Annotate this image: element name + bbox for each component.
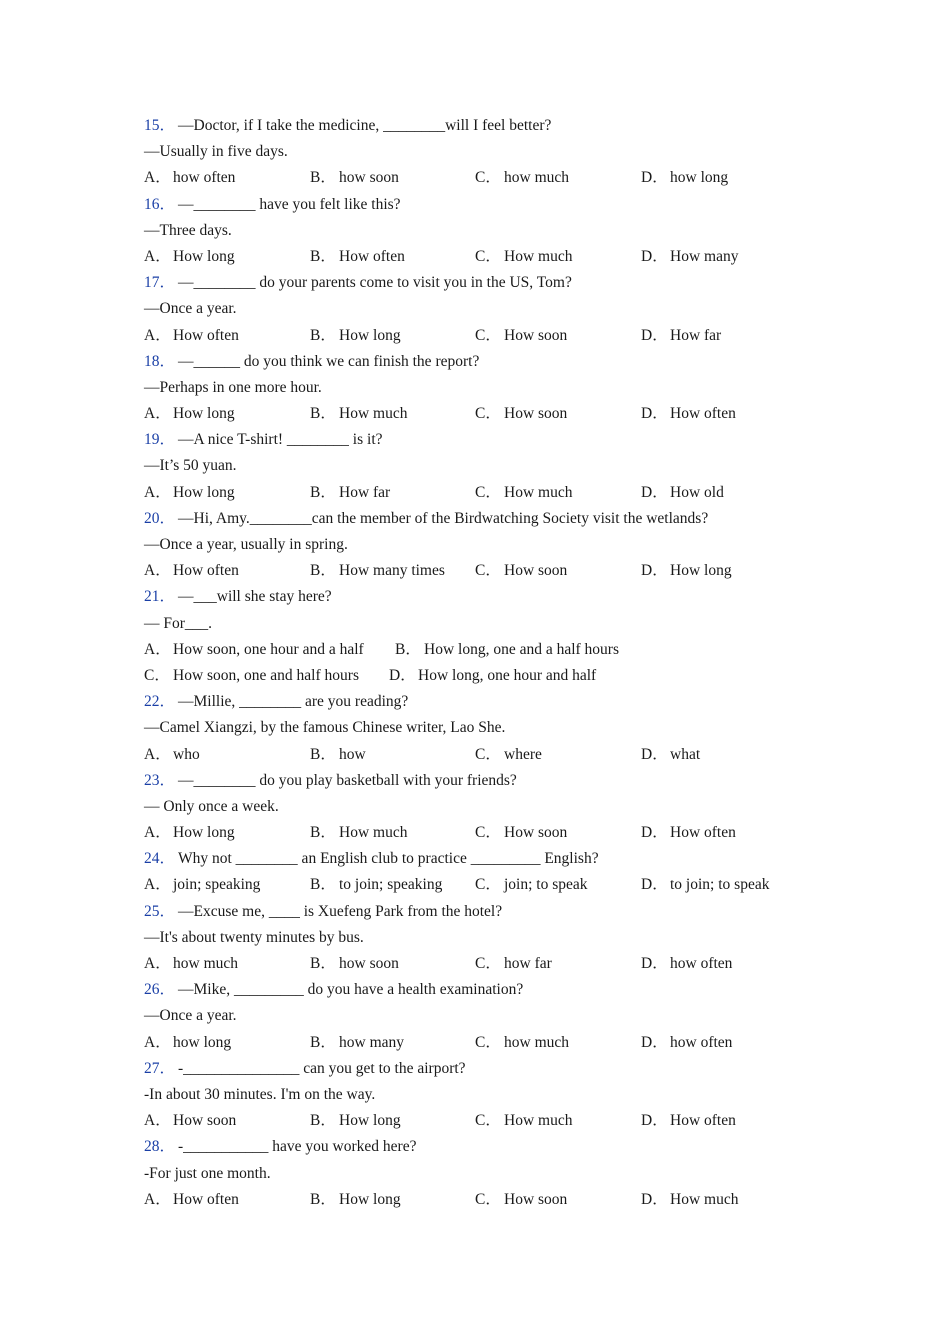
- option-letter: D．: [641, 824, 668, 842]
- option-c[interactable]: [475, 480, 572, 506]
- option-letter: A．: [144, 169, 171, 187]
- question-list: [144, 113, 844, 1213]
- option-letter: B．: [310, 247, 336, 265]
- option-text: How long, one and a half hours: [424, 640, 619, 658]
- option-letter: C．: [475, 1112, 501, 1130]
- option-text: How much: [339, 405, 408, 423]
- question-text: —Mike, _________ do you have a health examination?: [178, 981, 524, 999]
- option-text: join; speaking: [173, 876, 261, 894]
- option-d[interactable]: [641, 1030, 732, 1056]
- option-row: [144, 872, 844, 898]
- option-text: How many times: [339, 562, 445, 580]
- question-answer: —Usually in five days.: [144, 143, 288, 161]
- question-text: —Millie, ________ are you reading?: [178, 693, 409, 711]
- question-number: 15．: [144, 117, 176, 134]
- question-number: 17．: [144, 274, 176, 292]
- option-a[interactable]: [144, 1187, 239, 1213]
- option-text: How often: [339, 247, 405, 265]
- question-answer: —Three days.: [144, 221, 232, 239]
- option-letter: C．: [475, 876, 501, 894]
- option-row: [144, 742, 844, 768]
- option-letter: D．: [389, 666, 416, 684]
- question-stem: [144, 349, 844, 375]
- option-letter: B．: [310, 876, 336, 894]
- option-text: How far: [670, 326, 722, 344]
- option-c[interactable]: [475, 323, 567, 349]
- option-text: How often: [670, 1112, 736, 1130]
- option-text: How soon, one hour and a half: [173, 640, 364, 658]
- option-letter: D．: [641, 955, 668, 972]
- option-b[interactable]: [310, 1108, 401, 1134]
- question-text: —________ do your parents come to visit you in the US, Tom?: [178, 274, 572, 292]
- option-b[interactable]: [310, 1187, 401, 1213]
- question-number: 26．: [144, 981, 176, 999]
- question-text: Why not ________ an English club to practice _________ English?: [178, 850, 599, 868]
- question-stem: [144, 584, 844, 610]
- option-letter: A．: [144, 1112, 171, 1130]
- option-letter: A．: [144, 1033, 171, 1051]
- option-letter: A．: [144, 483, 171, 501]
- option-letter: B．: [310, 955, 336, 972]
- option-b[interactable]: [310, 165, 399, 191]
- option-letter: D．: [641, 247, 668, 265]
- option-b[interactable]: [310, 1030, 404, 1056]
- option-c[interactable]: [475, 1030, 569, 1056]
- option-a[interactable]: [144, 820, 235, 846]
- option-text: How often: [173, 326, 239, 344]
- question-number: 24．: [144, 850, 176, 868]
- option-text: How long: [339, 326, 401, 344]
- option-d[interactable]: [641, 244, 738, 270]
- option-letter: D．: [641, 1190, 668, 1208]
- option-letter: D．: [641, 876, 668, 894]
- question-text: —______ do you think we can finish the report?: [178, 352, 480, 370]
- option-letter: D．: [641, 483, 668, 501]
- option-text: to join; to speak: [670, 876, 770, 894]
- question-stem: [144, 768, 844, 794]
- option-text: How much: [504, 1112, 573, 1130]
- option-text: How soon: [173, 1112, 237, 1130]
- question-text: —Excuse me, ____ is Xuefeng Park from the hotel?: [178, 902, 503, 920]
- option-a[interactable]: [144, 1030, 231, 1056]
- option-text: how long: [173, 1033, 232, 1051]
- option-letter: B．: [310, 326, 336, 344]
- option-c[interactable]: [475, 872, 588, 898]
- option-a[interactable]: [144, 480, 235, 506]
- option-letter: B．: [310, 483, 336, 501]
- option-letter: D．: [641, 326, 668, 344]
- question-answer: —Camel Xiangzi, by the famous Chinese writer, Lao She.: [144, 719, 506, 737]
- question-number: 23．: [144, 771, 176, 789]
- option-b[interactable]: [310, 323, 401, 349]
- option-text: how: [339, 745, 366, 763]
- option-row: [144, 1108, 844, 1134]
- option-d[interactable]: [641, 480, 724, 506]
- option-d[interactable]: [641, 401, 736, 427]
- option-letter: A．: [144, 745, 171, 763]
- option-letter: B．: [310, 562, 336, 580]
- question-number: 25．: [144, 902, 176, 920]
- option-d[interactable]: [641, 742, 700, 768]
- question-stem: [144, 977, 844, 1003]
- question-answer: — Only once a week.: [144, 797, 279, 815]
- option-text: how often: [670, 1033, 733, 1051]
- option-c[interactable]: [475, 951, 552, 977]
- option-letter: A．: [144, 405, 171, 423]
- option-d[interactable]: [641, 558, 732, 584]
- option-text: how often: [173, 169, 236, 187]
- option-row: [144, 663, 844, 689]
- option-a[interactable]: [144, 637, 364, 663]
- question-text: -___________ have you worked here?: [178, 1138, 417, 1156]
- question-answer: —It's about twenty minutes by bus.: [144, 928, 364, 946]
- option-row: [144, 1030, 844, 1056]
- option-letter: A．: [144, 247, 171, 265]
- option-a[interactable]: [144, 558, 239, 584]
- option-text: How soon: [504, 562, 568, 580]
- option-text: how much: [173, 955, 239, 972]
- question-number: 19．: [144, 431, 176, 449]
- question-number: 21．: [144, 588, 176, 606]
- option-text: join; to speak: [504, 876, 588, 894]
- question-answer: —Once a year, usually in spring.: [144, 536, 348, 553]
- option-letter: B．: [310, 405, 336, 423]
- question-answer: — For___.: [144, 614, 213, 632]
- option-text: How soon: [504, 1190, 568, 1208]
- question-text: —Hi, Amy.________can the member of the Birdwatching Society visit the wetlands?: [178, 509, 709, 527]
- option-text: How often: [173, 1190, 239, 1208]
- option-b[interactable]: [310, 951, 399, 977]
- option-b[interactable]: [310, 401, 407, 427]
- option-d[interactable]: [641, 1108, 736, 1134]
- option-letter: C．: [475, 326, 501, 344]
- option-d[interactable]: [641, 323, 721, 349]
- question-stem: [144, 113, 844, 139]
- question-stem: [144, 1134, 844, 1160]
- option-c[interactable]: [144, 663, 359, 689]
- option-row: [144, 480, 844, 506]
- option-letter: A．: [144, 824, 171, 842]
- option-letter: B．: [310, 824, 336, 842]
- option-text: How old: [670, 483, 724, 501]
- option-text: How soon: [504, 405, 568, 423]
- option-c[interactable]: [475, 244, 572, 270]
- option-letter: B．: [310, 745, 336, 763]
- option-text: How long, one hour and half: [418, 666, 597, 684]
- option-b[interactable]: [395, 637, 619, 663]
- question-number: 28．: [144, 1138, 176, 1156]
- option-a[interactable]: [144, 1108, 236, 1134]
- option-a[interactable]: [144, 742, 200, 768]
- option-text: How often: [670, 405, 736, 423]
- question-stem: [144, 427, 844, 453]
- question-answer: —Once a year.: [144, 1007, 237, 1025]
- question-number: 20．: [144, 509, 176, 527]
- option-letter: C．: [475, 955, 501, 972]
- option-a[interactable]: [144, 401, 235, 427]
- question-stem: [144, 846, 844, 872]
- option-text: How far: [339, 483, 391, 501]
- question-stem: [144, 689, 844, 715]
- option-text: How many: [670, 247, 739, 265]
- option-text: How much: [339, 824, 408, 842]
- question-stem: [144, 270, 844, 296]
- option-text: who: [173, 745, 200, 763]
- question-answer: —Perhaps in one more hour.: [144, 378, 322, 396]
- option-letter: B．: [395, 640, 421, 658]
- option-d[interactable]: [641, 1187, 738, 1213]
- question-text: —Doctor, if I take the medicine, ________will I feel better?: [178, 117, 552, 134]
- option-text: to join; speaking: [339, 876, 443, 894]
- option-text: How much: [504, 247, 573, 265]
- option-row: [144, 637, 844, 663]
- option-row: [144, 951, 844, 977]
- option-c[interactable]: [475, 1187, 567, 1213]
- option-text: How soon: [504, 326, 568, 344]
- option-row: [144, 1187, 844, 1213]
- option-letter: D．: [641, 745, 668, 763]
- option-text: How long: [173, 824, 235, 842]
- option-c[interactable]: [475, 820, 567, 846]
- option-letter: D．: [641, 1033, 668, 1051]
- question-text: —________ have you felt like this?: [178, 195, 401, 213]
- option-text: How often: [173, 562, 239, 580]
- option-c[interactable]: [475, 401, 567, 427]
- question-text: —___will she stay here?: [178, 588, 332, 606]
- option-b[interactable]: [310, 820, 407, 846]
- option-text: How often: [670, 824, 736, 842]
- question-answer: —It’s 50 yuan.: [144, 457, 237, 475]
- option-text: How much: [670, 1190, 739, 1208]
- option-letter: B．: [310, 1033, 336, 1051]
- option-text: how long: [670, 169, 729, 187]
- option-a[interactable]: [144, 951, 238, 977]
- option-letter: C．: [475, 247, 501, 265]
- option-a[interactable]: [144, 165, 235, 191]
- option-d[interactable]: [641, 820, 736, 846]
- option-letter: C．: [475, 562, 501, 580]
- option-text: How long: [670, 562, 732, 580]
- question-stem: [144, 1056, 844, 1082]
- option-row: [144, 820, 844, 846]
- option-text: how far: [504, 955, 552, 972]
- option-text: How long: [339, 1112, 401, 1130]
- question-number: 27．: [144, 1059, 176, 1077]
- option-letter: C．: [475, 1033, 501, 1051]
- option-letter: C．: [144, 666, 170, 684]
- option-letter: A．: [144, 876, 171, 894]
- option-row: [144, 401, 844, 427]
- option-text: how soon: [339, 169, 399, 187]
- option-d[interactable]: [641, 872, 769, 898]
- option-text: How soon: [504, 824, 568, 842]
- option-text: how much: [504, 169, 570, 187]
- option-text: what: [670, 745, 701, 763]
- option-text: where: [504, 745, 542, 763]
- option-d[interactable]: [641, 165, 728, 191]
- option-letter: A．: [144, 562, 171, 580]
- question-answer: -In about 30 minutes. I'm on the way.: [144, 1085, 376, 1103]
- option-c[interactable]: [475, 742, 542, 768]
- option-d[interactable]: [389, 663, 596, 689]
- option-letter: B．: [310, 1190, 336, 1208]
- option-text: How soon, one and half hours: [173, 666, 359, 684]
- option-b[interactable]: [310, 872, 442, 898]
- option-text: how much: [504, 1033, 570, 1051]
- question-answer: —Once a year.: [144, 300, 237, 318]
- option-letter: B．: [310, 1112, 336, 1130]
- option-c[interactable]: [475, 165, 569, 191]
- option-text: How long: [173, 405, 235, 423]
- question-stem: [144, 192, 844, 218]
- option-d[interactable]: [641, 951, 732, 977]
- option-text: How much: [504, 483, 573, 501]
- option-letter: A．: [144, 955, 171, 972]
- option-row: [144, 323, 844, 349]
- option-letter: A．: [144, 326, 171, 344]
- option-text: How long: [173, 483, 235, 501]
- option-row: [144, 165, 844, 191]
- option-letter: B．: [310, 169, 336, 187]
- option-b[interactable]: [310, 480, 390, 506]
- option-row: [144, 558, 844, 584]
- option-letter: A．: [144, 1190, 171, 1208]
- option-letter: D．: [641, 405, 668, 423]
- option-letter: D．: [641, 562, 668, 580]
- option-text: how often: [670, 955, 733, 972]
- option-letter: C．: [475, 169, 501, 187]
- question-number: 18．: [144, 352, 176, 370]
- option-a[interactable]: [144, 244, 235, 270]
- option-b[interactable]: [310, 244, 405, 270]
- option-text: How long: [173, 247, 235, 265]
- option-letter: A．: [144, 640, 171, 658]
- option-b[interactable]: [310, 742, 366, 768]
- question-text: —A nice T-shirt! ________ is it?: [178, 431, 383, 449]
- option-letter: D．: [641, 169, 668, 187]
- option-row: [144, 244, 844, 270]
- question-number: 16．: [144, 195, 176, 213]
- question-stem: [144, 506, 844, 532]
- option-c[interactable]: [475, 1108, 572, 1134]
- option-letter: C．: [475, 745, 501, 763]
- option-letter: C．: [475, 405, 501, 423]
- question-text: —________ do you play basketball with your friends?: [178, 771, 517, 789]
- option-letter: C．: [475, 483, 501, 501]
- option-text: how many: [339, 1033, 405, 1051]
- question-number: 22．: [144, 693, 176, 711]
- option-b[interactable]: [310, 558, 445, 584]
- option-c[interactable]: [475, 558, 567, 584]
- option-letter: D．: [641, 1112, 668, 1130]
- question-text: -_______________ can you get to the airport?: [178, 1059, 466, 1077]
- question-answer: -For just one month.: [144, 1164, 271, 1182]
- option-a[interactable]: [144, 872, 260, 898]
- option-text: how soon: [339, 955, 399, 972]
- option-text: How long: [339, 1190, 401, 1208]
- option-letter: C．: [475, 824, 501, 842]
- question-stem: [144, 899, 844, 925]
- option-letter: C．: [475, 1190, 501, 1208]
- option-a[interactable]: [144, 323, 239, 349]
